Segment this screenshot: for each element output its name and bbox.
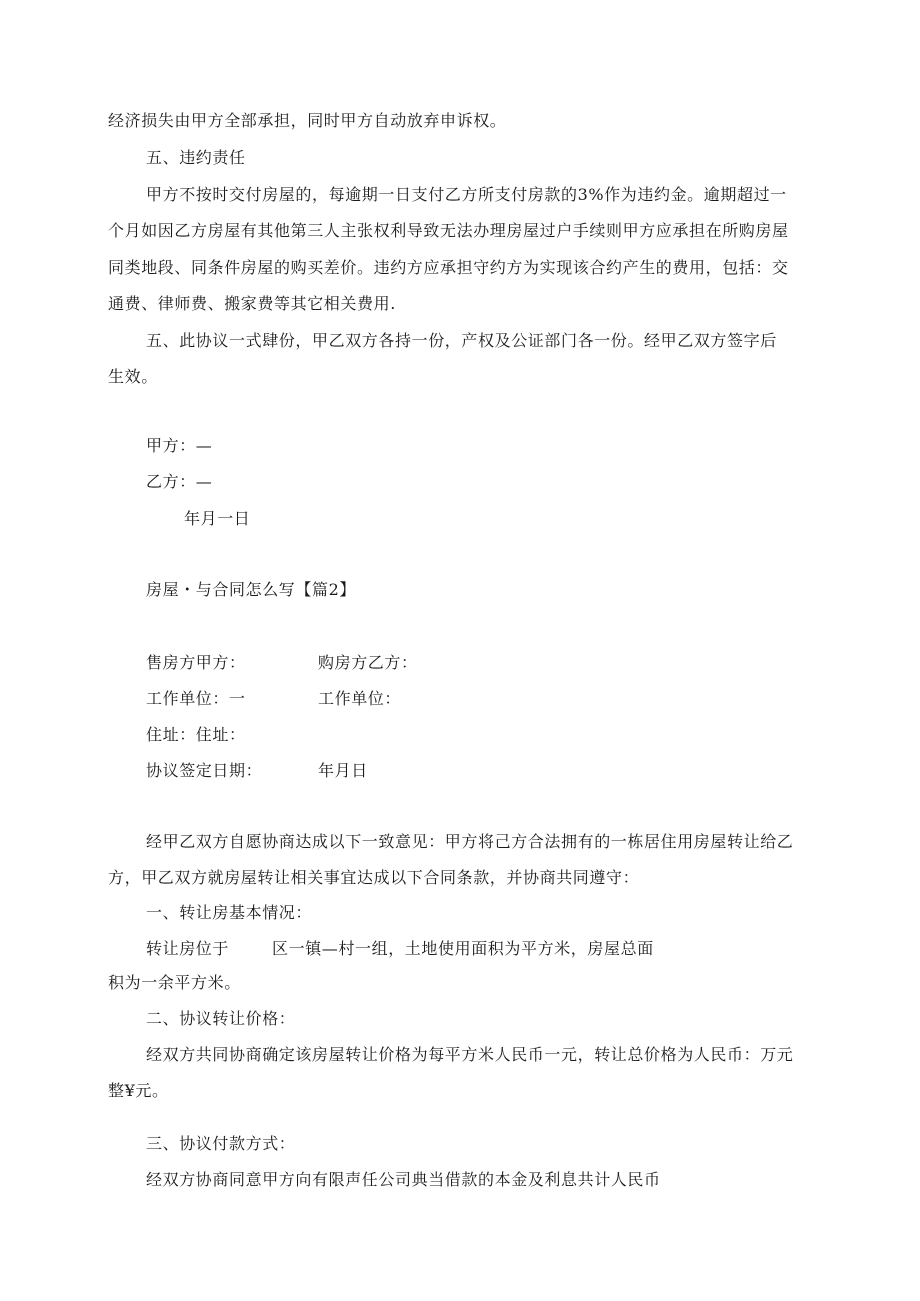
paragraph-line: 整¥元。: [108, 1081, 169, 1100]
paragraph-line: 通费、律师费、搬家费等其它相关费用.: [108, 294, 396, 313]
workunit-b: 工作单位：: [318, 689, 402, 708]
workunit-a: 工作单位：一: [146, 689, 246, 708]
article-heading-1: 一、转让房基本情况：: [146, 903, 313, 922]
paragraph-line: 生效。: [108, 367, 158, 386]
signature-date: 年月一日: [184, 509, 251, 528]
paragraph-line: 五、此协议一式肆份，甲乙双方各持一份，产权及公证部门各一份。经甲乙双方签字后: [146, 331, 777, 350]
article-1-text-b: 区一镇—村一组，土地使用面积为平方米，房屋总面: [272, 939, 654, 958]
signature-party-b: 乙方：—: [146, 472, 213, 491]
section-title: 房屋・与合同怎么写【篇2】: [146, 580, 356, 599]
paragraph-line: 经双方协商同意甲方向有限声任公司典当借款的本金及利息共计人民币: [146, 1170, 661, 1189]
article-heading-3: 三、协议付款方式：: [146, 1134, 296, 1153]
parties-row: [0, 653, 920, 673]
paragraph-line: 积为一余平方米。: [108, 973, 241, 992]
sign-date-label: 协议签定日期：: [146, 761, 263, 780]
paragraph-line: 同类地段、同条件房屋的购买差价。违约方应承担守约方为实现该合约产生的费用，包括：交: [108, 258, 789, 277]
article-1-text-a: 转让房位于: [146, 939, 230, 958]
sign-date-value: 年月日: [318, 761, 368, 780]
paragraph-line: 个月如因乙方房屋有其他第三人主张权利导致无法办理房屋过户手续则甲方应承担在所购房屋: [108, 221, 789, 240]
article-1-line: [0, 939, 920, 959]
paragraph-line: 经双方共同协商确定该房屋转让价格为每平方米人民币一元，转让总价格为人民币：万元: [146, 1045, 794, 1064]
section-heading-breach: 五、违约责任: [146, 148, 246, 167]
workunit-row: [0, 689, 920, 709]
signature-party-a: 甲方：—: [146, 436, 213, 455]
paragraph-line: 经甲乙双方自愿协商达成以下一致意见：甲方将己方合法拥有的一栋居住用房屋转让给乙: [146, 832, 794, 851]
paragraph-line: 经济损失由甲方全部承担，同时甲方自动放弃申诉权。: [108, 111, 507, 130]
address-line: 住址：住址：: [146, 725, 246, 744]
article-heading-2: 二、协议转让价格：: [146, 1009, 296, 1028]
buyer-label: 购房方乙方：: [318, 653, 418, 672]
sign-date-row: [0, 761, 920, 781]
paragraph-line: 甲方不按时交付房屋的，每逾期一日支付乙方所支付房款的3%作为违约金。逾期超过一: [146, 185, 787, 204]
paragraph-line: 方，甲乙双方就房屋转让相关事宜达成以下合同条款，并协商共同遵守：: [108, 868, 640, 887]
seller-label: 售房方甲方：: [146, 653, 246, 672]
